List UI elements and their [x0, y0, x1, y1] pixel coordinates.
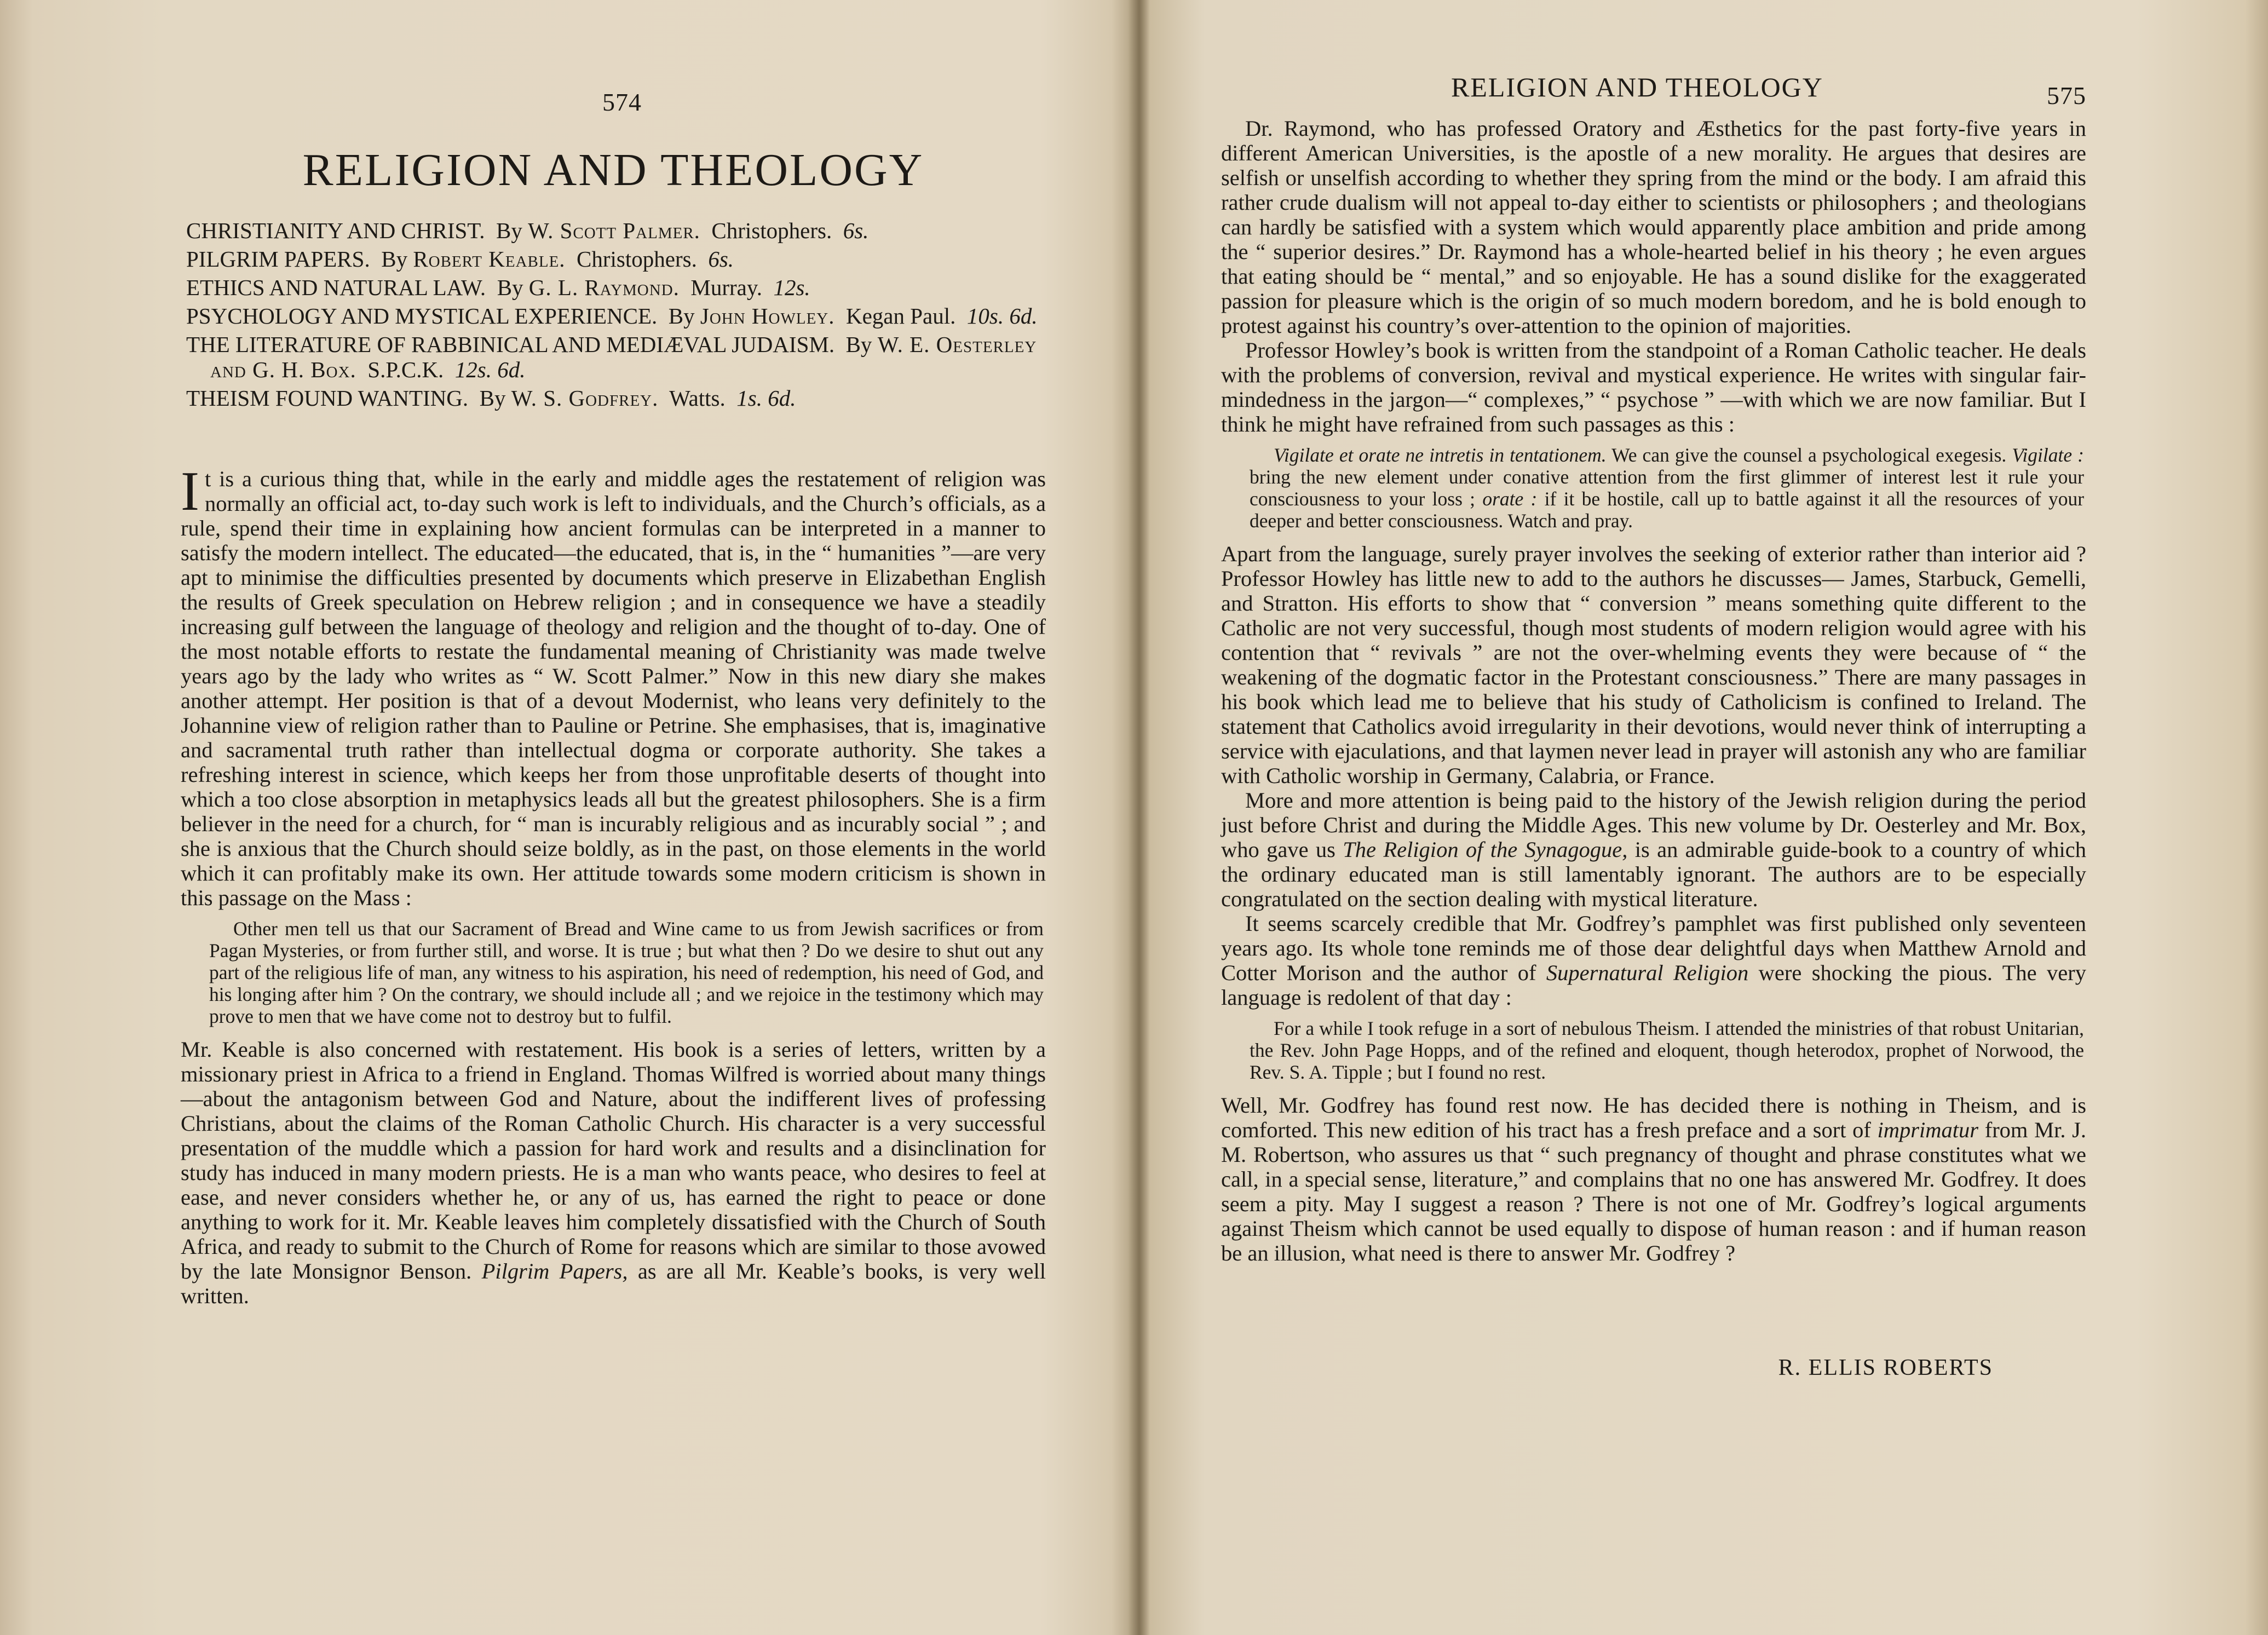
book-author: Robert Keable. — [413, 246, 566, 272]
book-price: 6s. — [843, 218, 869, 243]
body-paragraph — [181, 1037, 1046, 1308]
book-by: By — [479, 385, 506, 411]
body-paragraph: Professor Howley’s book is written from the standpoint of a Roman Catholic teacher. He deals with the problems of conversion, revival and mystical experience. He writes with singular fair-mindedness in the jargon—“ complexes,” “ psychose ” —with which we are now familiar. But I think he might have refrained from such passages as this : — [1221, 338, 2086, 436]
book-title: CHRISTIANITY AND CHRIST. — [186, 218, 485, 243]
book-by: By — [496, 218, 522, 243]
review-text — [1221, 116, 2086, 1265]
latin-term-italic: imprimatur — [1877, 1118, 1979, 1142]
page-number: 575 — [2047, 82, 2086, 110]
page-number: 574 — [602, 88, 642, 116]
book-title: THEISM FOUND WANTING. — [186, 385, 469, 411]
paragraph-text: Mr. Keable is also concerned with restatement. His book is a series of letters, written by a missionary priest in Africa to a friend in England. Thomas Wilfred is worried about many things—about the antagonism between God and Nature, about the indifferent lives of professing Christians, about the claims of the Roman Catholic Church. His character is a very successful presentation of the muddle which a passion for hard work and results and a disinclination for study has induced in many modern priests. He is a man who wants peace, who desires to feel at ease, and never considers whether he, or any of us, has earned the right to peace or done anything to work for it. Mr. Keable leaves him completely dissatisfied with the Church of South Africa, and ready to submit to the Church of Rome for reasons which are similar to those avowed by the late Monsignor Benson. — [181, 1037, 1046, 1283]
body-paragraph — [1221, 1093, 2086, 1265]
quote-text: if it be hostile, call up to battle against it all the resources of your deeper and better consciousness. Watch and pray. — [1250, 488, 2085, 532]
block-quote — [1221, 444, 2086, 532]
book-author: G. L. Raymond. — [528, 275, 680, 300]
book-publisher: Christophers. — [711, 218, 832, 243]
book-publisher: Christophers. — [577, 246, 697, 272]
book-entry — [186, 275, 1046, 300]
body-paragraph: Apart from the language, surely prayer involves the seeking of exterior rather than interior aid ? Professor Howley has little new to add to the authors he discusses— James, Starbuck, Gemelli, and Stratton. His efforts to show that “ conversion ” means something quite different to the Catholic are not very successful, though most students of modern religion would agree with his contention that “ revivals ” are not the over-whelming events they were because of “ the weakening of the dogmatic factor in the Protestant consciousness.” There are many passages in his book which lead me to believe that his study of Catholicism is confined to Ireland. The statement that Catholics avoid irregularity in their devotions, would never think of interrupting a service with ejaculations, and that laymen never lead in prayer will astonish any who are familiar with Catholic worship in Germany, Calabria, or France. — [1221, 542, 2086, 788]
body-paragraph — [1221, 788, 2086, 911]
book-by: By — [668, 303, 695, 329]
book-by: By — [845, 332, 872, 357]
book-publisher: Kegan Paul. — [845, 303, 956, 329]
running-head: RELIGION AND THEOLOGY — [1451, 72, 1823, 102]
quote-latin: Vigilate : — [2012, 444, 2084, 466]
review-text — [181, 460, 1046, 1308]
book-price: 1s. 6d. — [736, 385, 796, 411]
paragraph-text: as are all Mr. Keable’s books, is very well written. — [181, 1259, 1046, 1308]
book-title-italic: The Religion of the Synagogue, — [1343, 837, 1628, 862]
page-gutter — [1128, 0, 1150, 1635]
author-signature: R. ELLIS ROBERTS — [1778, 1355, 1993, 1380]
page-title: RELIGION AND THEOLOGY — [302, 145, 924, 195]
body-paragraph — [1221, 911, 2086, 1010]
book-author: W. Scott Palmer. — [528, 218, 700, 243]
book-author: W. S. Godfrey. — [511, 385, 659, 411]
block-quote: For a while I took refuge in a sort of nebulous Theism. I attended the ministries of that robust Unitarian, the Rev. John Page Hopps, and of the refined and eloquent, though heterodox, prophet of Norwood, the Rev. S. A. Tipple ; but I found no rest. — [1250, 1017, 2084, 1083]
paragraph-text: Well, Mr. Godfrey has found rest now. He has decided there is nothing in Theism, and is comforted. This new edition of his tract has a fresh preface and a sort of — [1221, 1093, 2086, 1142]
book-title: ETHICS AND NATURAL LAW. — [186, 275, 486, 300]
body-paragraph: It is a curious thing that, while in the early and middle ages the restatement of religion was normally an official act, to-day such work is left to individuals, and the Church’s officials, as a rule, spend their time in explaining how ancient formulas can be interpreted in a manner to satisfy the modern intellect. The educated—the educated, that is, in the “ humanities ”—are very apt to minimise the difficulties presented by documents which preserve in Elizabethan English the results of Greek speculation on Hebrew religion ; and in consequence we have a steadily increasing gulf between the language of theology and religion and the thought of to-day. One of the most notable efforts to restate the fundamental meaning of Christianity was made twelve years ago by the lady who writes as “ W. Scott Palmer.” Now in this new diary she makes another attempt. Her position is that of a devout Modernist, who leans very definitely to the Johannine view of religion rather than to Pauline or Petrine. She emphasises, that is, imaginative and sacramental truth rather than intellectual dogma or corporate authority. She takes a refreshing interest in science, which keeps her from those unprofitable deserts of thought into which a too close absorption in metaphysics leads all but the greatest philosophers. She is a firm believer in the need for a church, for “ man is incurably religious and as incurably social ” ; and she is anxious that the Church should seize boldly, as in the past, on those elements in the world which it can profitably make its own. Her attitude towards some modern criticism is shown in this passage on the Mass : — [181, 460, 1046, 910]
quote-latin: Vigilate et orate ne intretis in tentationem. — [1274, 444, 1607, 466]
book-title: THE LITERATURE OF RABBINICAL AND MEDIÆVAL JUDAISM. — [186, 332, 835, 357]
book-entry — [186, 332, 1046, 382]
quote-latin: orate : — [1482, 488, 1538, 510]
book-price: 12s. 6d. — [454, 357, 526, 382]
book-price: 6s. — [708, 246, 734, 272]
book-publisher: Watts. — [669, 385, 726, 411]
book-entry — [186, 246, 1046, 272]
book-title: PILGRIM PAPERS. — [186, 246, 370, 272]
book-publisher: S.P.C.K. — [367, 357, 444, 382]
body-paragraph: Dr. Raymond, who has professed Oratory and Æsthetics for the past forty-five years in different American Universities, is the apostle of a new morality. He argues that desires are selfish or unselfish according to whether they spring from the mind or the body. I am afraid this rather crude dualism will not appeal to-day either to scientists or philosophers ; and theologians can hardly be satisfied with a system which would apparently place ambition and pride among the “ superior desires.” Dr. Raymond has a whole-hearted belief in his theory ; he even argues that eating should be “ mental,” and so enjoyable. He has a sound dislike for the exaggerated passion for pleasure which is the origin of so much modern boredom, and he is bold enough to protest against his country’s over-attention to the opinion of majorities. — [1221, 116, 2086, 338]
paragraph-text: More and more attention is being paid to the history of the Jewish religion during the period just before Christ and during the Middle Ages. This new volume by Dr. Oesterley and Mr. Box, who gave us — [1221, 788, 2086, 862]
block-quote: Other men tell us that our Sacrament of Bread and Wine came to us from Jewish sacrifices or from Pagan Mysteries, or from further still, and worse. It is true ; but what then ? Do we desire to shut out any part of the religious life of man, any witness to his aspiration, his need of redemption, his need of God, and his longing after him ? On the contrary, we should include all ; and we rejoice in the testimony which may prove to men that we have come not to destroy but to fulfil. — [209, 918, 1044, 1027]
book-author: John Howley. — [700, 303, 835, 329]
book-title-italic: Supernatural Religion — [1546, 960, 1749, 985]
paragraph-text: were shocking the pious. The very language is redolent of that day : — [1221, 960, 2086, 1010]
book-entry — [186, 303, 1046, 329]
quote-text: bring the new element under conative attention from the first glimmer of interest lest it rule your consciousness to your loss ; — [1250, 466, 2084, 510]
quote-text: We can give the counsel a psychological exegesis. — [1611, 444, 2007, 466]
book-price: 12s. — [773, 275, 810, 300]
book-entry — [186, 218, 1046, 243]
paragraph-text: It seems scarcely credible that Mr. Godfrey’s pamphlet was first published only seventeen years ago. Its whole tone reminds me of those dear delightful days when Matthew Arnold and Cotter Morison and the author of — [1221, 911, 2086, 985]
book-publisher: Murray. — [690, 275, 762, 300]
book-by: By — [381, 246, 408, 272]
book-list — [186, 218, 1046, 414]
book-title: PSYCHOLOGY AND MYSTICAL EXPERIENCE. — [186, 303, 658, 329]
book-entry — [186, 385, 1046, 411]
paragraph-text: is an admirable guide-book to a country of which the ordinary educated man is still lamentably ignorant. The authors are to be especially congratulated on the section dealing with mystical literature. — [1221, 837, 2087, 911]
book-price: 10s. 6d. — [966, 303, 1038, 329]
book-author: W. E. Oesterley and G. H. Box. — [210, 332, 1037, 382]
paragraph-text: from Mr. J. M. Robertson, who assures us that “ such pregnancy of thought and phrase constitutes what we call, in a special sense, literature,” and complains that no one has answered Mr. Godfrey. It does seem a pity. May I suggest a reason ? There is not one of Mr. Godfrey’s logical arguments against Theism which cannot be used equally to dispose of human reason : and if human reason be an illusion, what need is there to answer Mr. Godfrey ? — [1221, 1118, 2087, 1265]
book-by: By — [497, 275, 523, 300]
book-title-italic: Pilgrim Papers, — [481, 1259, 628, 1283]
